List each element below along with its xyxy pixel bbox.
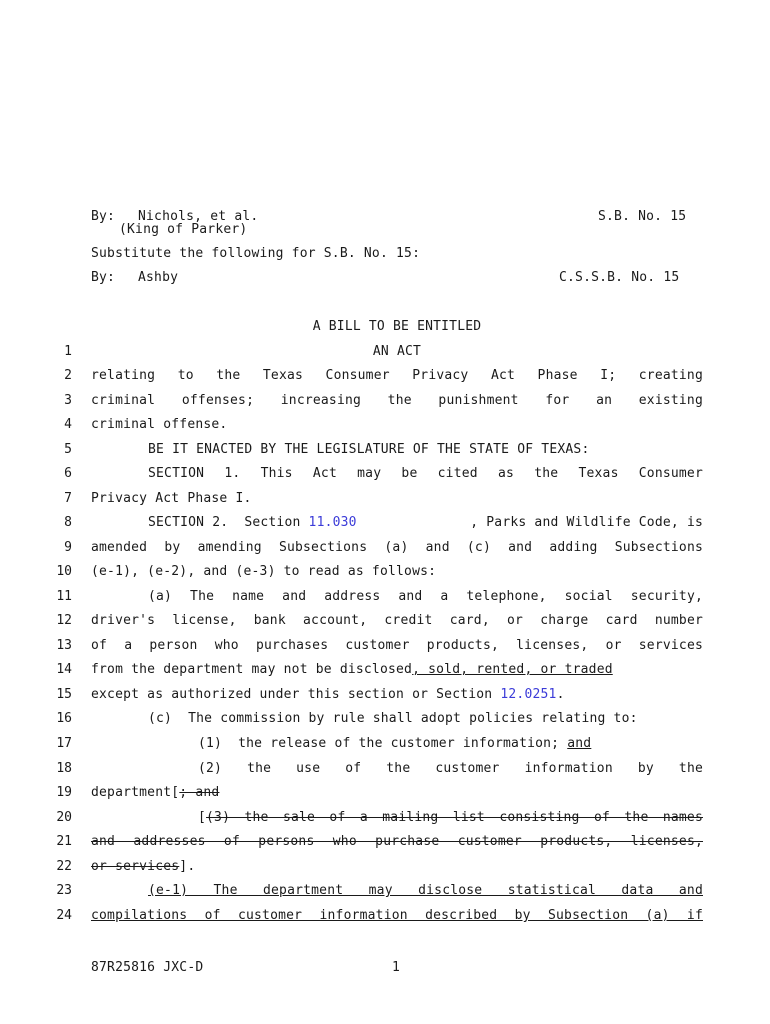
- line-number: 21: [56, 834, 72, 849]
- text-line: SECTION 1. This Act may be cited as the Texas Consumer: [148, 466, 703, 481]
- line-number: 5: [64, 442, 72, 457]
- text-line: [91, 662, 613, 678]
- line-number: 3: [64, 393, 72, 408]
- line-number: 1: [64, 344, 72, 359]
- text-segment: ].: [179, 859, 196, 874]
- line-number: 8: [64, 515, 72, 530]
- statute-link[interactable]: 12.0251: [500, 687, 557, 702]
- text-segment: (1) the release of the customer information;: [198, 736, 560, 751]
- line-number: 20: [56, 810, 72, 825]
- by-label: By:: [91, 209, 116, 224]
- text-segment: , Parks and Wildlife Code, is: [470, 515, 703, 530]
- text-line: amended by amending Subsections (a) and (c) and adding Subsections: [91, 540, 703, 555]
- substitute-sponsor: Ashby: [138, 270, 179, 285]
- deleted-text: ; and: [179, 785, 220, 800]
- line-number: 6: [64, 466, 72, 481]
- text-line: [198, 810, 703, 826]
- bill-title: A BILL TO BE ENTITLED: [312, 319, 482, 334]
- text-line: driver's license, bank account, credit card, or charge card number: [91, 613, 703, 628]
- text-line: (c) The commission by rule shall adopt policies relating to:: [148, 711, 638, 726]
- text-line: [91, 687, 565, 703]
- act-heading: AN ACT: [372, 344, 422, 359]
- deleted-text: or services: [91, 859, 180, 874]
- deleted-text: (3) the sale of a mailing list consisting of the names: [206, 810, 703, 825]
- document-code: 87R25816 JXC-D: [91, 960, 204, 975]
- deleted-text: and addresses of persons who purchase customer products, licenses,: [91, 834, 703, 849]
- text-line: Privacy Act Phase I.: [91, 491, 252, 506]
- line-number: 10: [56, 564, 72, 579]
- text-segment: [: [198, 810, 207, 825]
- text-segment: except as authorized under this section or Section: [91, 687, 501, 702]
- line-number: 12: [56, 613, 72, 628]
- line-number: 11: [56, 589, 72, 604]
- line-number: 7: [64, 491, 72, 506]
- line-number: 9: [64, 540, 72, 555]
- inserted-line: [91, 883, 703, 899]
- text-line: (e-1), (e-2), and (e-3) to read as follows:: [91, 564, 437, 579]
- text-line: of a person who purchases customer products, licenses, or services: [91, 638, 703, 653]
- substitute-line: Substitute the following for S.B. No. 15:: [91, 246, 421, 261]
- inserted-text: and: [567, 736, 592, 751]
- text-line: [91, 785, 219, 801]
- line-number: 4: [64, 417, 72, 432]
- line-number: 24: [56, 908, 72, 923]
- bill-number: S.B. No. 15: [598, 209, 687, 224]
- text-line: criminal offense.: [91, 417, 228, 432]
- line-number: 23: [56, 883, 72, 898]
- line-number: 13: [56, 638, 72, 653]
- sponsor-name: Nichols, et al.: [138, 209, 259, 224]
- line-number: 16: [56, 711, 72, 726]
- inserted-text: (e-1) The department may disclose statistical data and: [148, 883, 703, 898]
- line-number: 2: [64, 368, 72, 383]
- line-number: 14: [56, 662, 72, 677]
- sponsor-sub: (King of Parker): [119, 222, 248, 237]
- text-segment: SECTION 2. Section: [148, 515, 309, 530]
- cs-bill-number: C.S.S.B. No. 15: [559, 270, 680, 285]
- page-number: 1: [392, 960, 401, 975]
- enacting-clause: BE IT ENACTED BY THE LEGISLATURE OF THE STATE OF TEXAS:: [148, 442, 590, 457]
- text-segment: from the department may not be disclosed: [91, 662, 413, 677]
- text-line: (2) the use of the customer information by the: [198, 761, 703, 776]
- inserted-text: compilations of customer information described by Subsection (a) if: [91, 908, 703, 923]
- line-number: 19: [56, 785, 72, 800]
- by-label-2: By:: [91, 270, 116, 285]
- text-line: [91, 859, 195, 875]
- line-number: 17: [56, 736, 72, 751]
- line-number: 15: [56, 687, 72, 702]
- text-line: [198, 736, 591, 752]
- text-segment: department[: [91, 785, 180, 800]
- line-number: 18: [56, 761, 72, 776]
- statute-link[interactable]: 11.030: [308, 515, 357, 530]
- text-line: (a) The name and address and a telephone, social security,: [148, 589, 703, 604]
- inserted-text: , sold, rented, or traded: [412, 662, 613, 677]
- text-line: relating to the Texas Consumer Privacy Act Phase I; creating: [91, 368, 703, 383]
- line-number: 22: [56, 859, 72, 874]
- text-line: criminal offenses; increasing the punishment for an existing: [91, 393, 703, 408]
- text-line: [148, 515, 703, 531]
- text-segment: .: [556, 687, 565, 702]
